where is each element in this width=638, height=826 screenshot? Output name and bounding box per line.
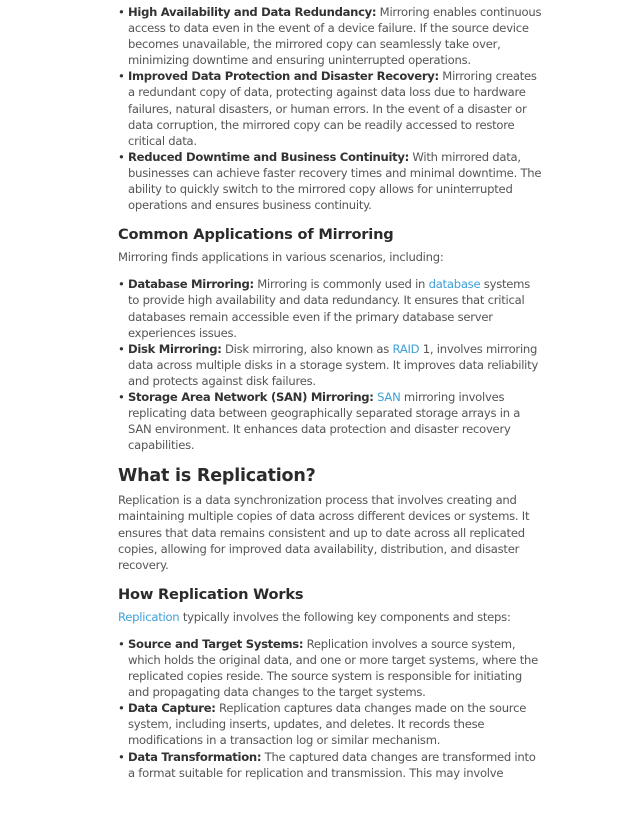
list-item xyxy=(128,700,542,748)
item-label: High Availability and Data Redundancy: xyxy=(128,5,377,19)
list-item xyxy=(128,4,542,68)
list-item xyxy=(128,389,542,453)
san-link[interactable]: SAN xyxy=(377,389,401,404)
replication-body: Replication is a data synchronization process that involves creating and maintaining multiple copies of data across different devices or systems. It ensures that data remains consistent and up to date across all replicated copies, allowing for improved data availability, distribution, and disaster recovery. xyxy=(118,493,530,572)
applications-list xyxy=(118,276,542,453)
list-item xyxy=(128,636,542,700)
item-text: Mirroring enables continuous access to data even in the event of a device failure. If the source device becomes unavailable, the mirrored copy can seamlessly take over, minimizing downtime and ensuring uninterrupted operations. xyxy=(128,5,542,68)
item-label: Source and Target Systems: xyxy=(128,636,304,651)
how-intro xyxy=(118,609,542,625)
item-label: Database Mirroring: xyxy=(128,277,254,292)
replication-link[interactable]: Replication xyxy=(118,609,180,624)
raid-link[interactable]: RAID xyxy=(392,341,420,356)
section-heading-applications: Common Applications of Mirroring xyxy=(118,226,394,244)
list-item xyxy=(128,68,542,148)
item-label: Improved Data Protection and Disaster Recovery: xyxy=(128,69,439,84)
mirroring-benefits-list xyxy=(118,4,542,213)
item-label: Disk Mirroring: xyxy=(128,341,222,356)
list-item xyxy=(128,276,542,340)
list-item xyxy=(128,341,542,389)
list-item xyxy=(128,749,542,781)
item-text: Replication involves a source system, which holds the original data, and one or more target systems, where the replicated copies reside. The source system is responsible for initiating and propagating data changes to the target systems. xyxy=(128,636,539,700)
database-link[interactable]: database xyxy=(428,277,481,292)
item-label: Data Transformation: xyxy=(128,749,262,764)
replication-steps-list xyxy=(118,636,542,781)
item-label: Data Capture: xyxy=(128,701,216,716)
item-text: Mirroring is commonly used in xyxy=(253,277,429,292)
item-text: systems to provide high availability and data redundancy. It ensures that critical databases remain accessible even if the primary database server experiences issues. xyxy=(128,277,530,340)
item-text: 1, involves mirroring data across multiple disks in a storage system. It improves data reliability and protects against disk failures. xyxy=(128,341,539,388)
applications-intro: Mirroring finds applications in various scenarios, including: xyxy=(118,250,444,265)
item-text: Mirroring creates a redundant copy of data, protecting against data loss due to hardware failures, natural disasters, or human errors. In the event of a disaster or data corruption, the mirrored copy can be readily accessed to restore critical data. xyxy=(128,69,537,148)
section-heading-how-replication-works: How Replication Works xyxy=(118,585,304,603)
item-text: Replication captures data changes made on the source system, including inserts, updates, and deletes. It records these modifications in a transaction log or similar mechanism. xyxy=(128,701,527,748)
intro-text: typically involves the following key components and steps: xyxy=(179,609,511,624)
item-text: mirroring involves replicating data between geographically separated storage arrays in a SAN environment. It enhances data protection and disaster recovery capabilities. xyxy=(128,389,521,453)
item-text: The captured data changes are transformed into a format suitable for replication and transmission. This may involve xyxy=(128,749,536,780)
item-label: Reduced Downtime and Business Continuity: xyxy=(128,149,409,164)
list-item xyxy=(128,149,542,213)
item-text: Disk mirroring, also known as xyxy=(221,341,393,356)
item-label: Storage Area Network (SAN) Mirroring: xyxy=(128,389,374,404)
section-heading-replication: What is Replication? xyxy=(118,466,316,487)
item-text: With mirrored data, businesses can achieve faster recovery times and minimal downtime. The ability to quickly switch to the mirrored copy allows for uninterrupted operations and ensures business continuity. xyxy=(128,149,542,213)
